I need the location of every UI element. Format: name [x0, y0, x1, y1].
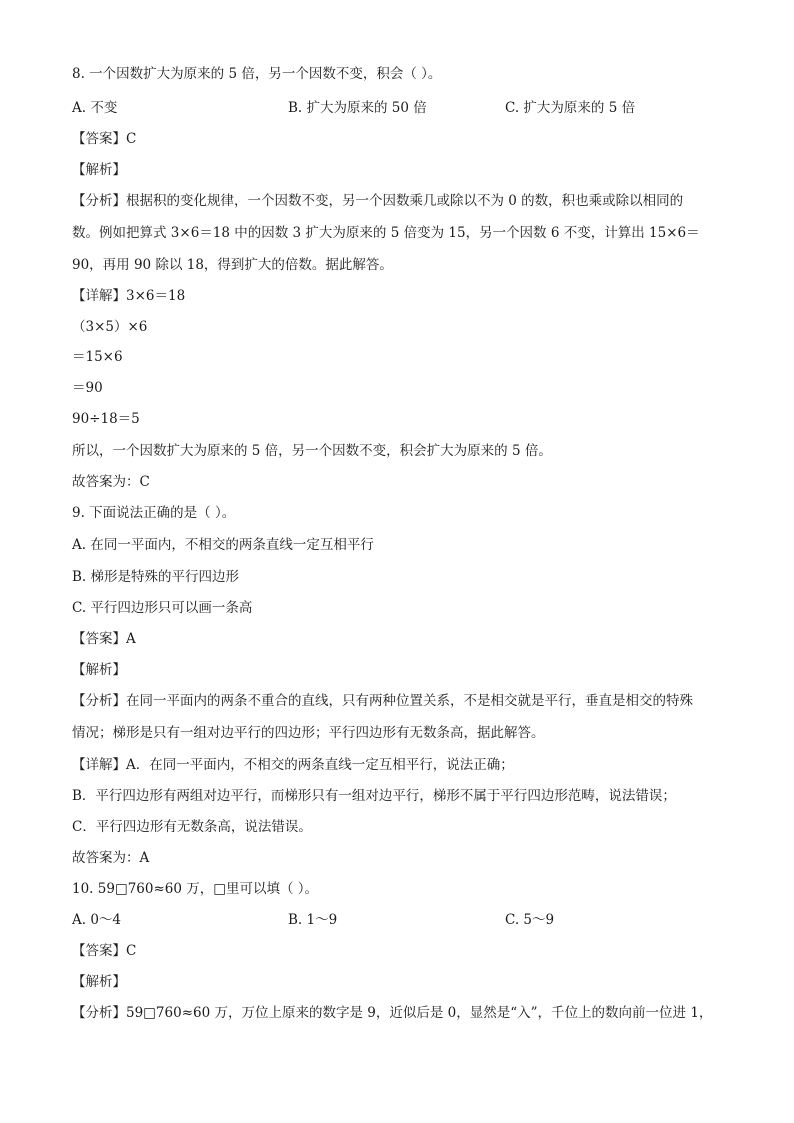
question-8-analysis-line: 数。例如把算式 3×6＝18 中的因数 3 扩大为原来的 5 倍变为 15，另一个因数 6 不变，计算出 15×6＝: [72, 225, 700, 241]
question-8-detail-line: ＝15×6: [72, 349, 123, 365]
question-8-stem: 8. 一个因数扩大为原来的 5 倍，另一个因数不变，积会（ ）。: [72, 66, 442, 82]
question-9-conclusion: 故答案为：A: [72, 850, 150, 866]
question-8-option-b: B. 扩大为原来的 50 倍: [288, 100, 427, 116]
question-8-analysis-line: 【分析】根据积的变化规律，一个因数不变，另一个因数乘几或除以不为 0 的数，积也乘或除以相同的: [72, 193, 684, 209]
question-8-analysis-heading: 【解析】: [72, 162, 126, 178]
question-10-option-c: C. 5～9: [505, 912, 555, 928]
question-9-option-a: A. 在同一平面内，不相交的两条直线一定互相平行: [72, 537, 374, 553]
question-9-detail-line: B．平行四边形有两组对边平行，而梯形只有一组对边平行，梯形不属于平行四边形范畴，说法错误；: [72, 788, 676, 804]
question-9-option-b: B. 梯形是特殊的平行四边形: [72, 569, 240, 585]
question-9-answer: 【答案】A: [72, 631, 136, 647]
question-8-analysis-line: 90，再用 90 除以 18，得到扩大的倍数。据此解答。: [72, 257, 393, 273]
question-8-detail-line: ＝90: [72, 380, 103, 396]
question-8-detail-line: 【详解】3×6＝18: [72, 288, 186, 304]
question-8-answer: 【答案】C: [72, 131, 137, 147]
question-10-analysis-line: 【分析】59□760≈60 万，万位上原来的数字是 9，近似后是 0，显然是“入”，千位上的数向前一位进 1，: [72, 1005, 713, 1021]
question-10-option-a: A. 0～4: [72, 912, 122, 928]
question-9-analysis-heading: 【解析】: [72, 662, 126, 678]
question-10-answer: 【答案】C: [72, 943, 137, 959]
question-8-detail-line: 90÷18＝5: [72, 411, 140, 427]
question-9-analysis-line: 【分析】在同一平面内的两条不重合的直线，只有两种位置关系，不是相交就是平行，垂直是相交的特殊: [72, 693, 693, 709]
question-10-analysis-heading: 【解析】: [72, 974, 126, 990]
question-10-option-b: B. 1～9: [288, 912, 338, 928]
question-8-conclusion: 故答案为：C: [72, 474, 150, 490]
question-9-detail-line: C．平行四边形有无数条高，说法错误。: [72, 819, 312, 835]
question-9-analysis-line: 情况；梯形是只有一组对边平行的四边形；平行四边形有无数条高，据此解答。: [72, 725, 545, 741]
question-9-detail-line: 【详解】A．在同一平面内，不相交的两条直线一定互相平行，说法正确；: [72, 757, 514, 773]
question-8-option-a: A. 不变: [72, 100, 118, 116]
question-9-stem: 9. 下面说法正确的是（ ）。: [72, 505, 236, 521]
question-8-detail-line: 所以，一个因数扩大为原来的 5 倍，另一个因数不变，积会扩大为原来的 5 倍。: [72, 443, 552, 459]
question-8-option-c: C. 扩大为原来的 5 倍: [505, 100, 636, 116]
question-8-detail-line: （3×5）×6: [72, 319, 148, 335]
question-9-option-c: C. 平行四边形只可以画一条高: [72, 600, 253, 616]
question-10-stem: 10. 59□760≈60 万，□里可以填（ ）。: [72, 881, 319, 897]
